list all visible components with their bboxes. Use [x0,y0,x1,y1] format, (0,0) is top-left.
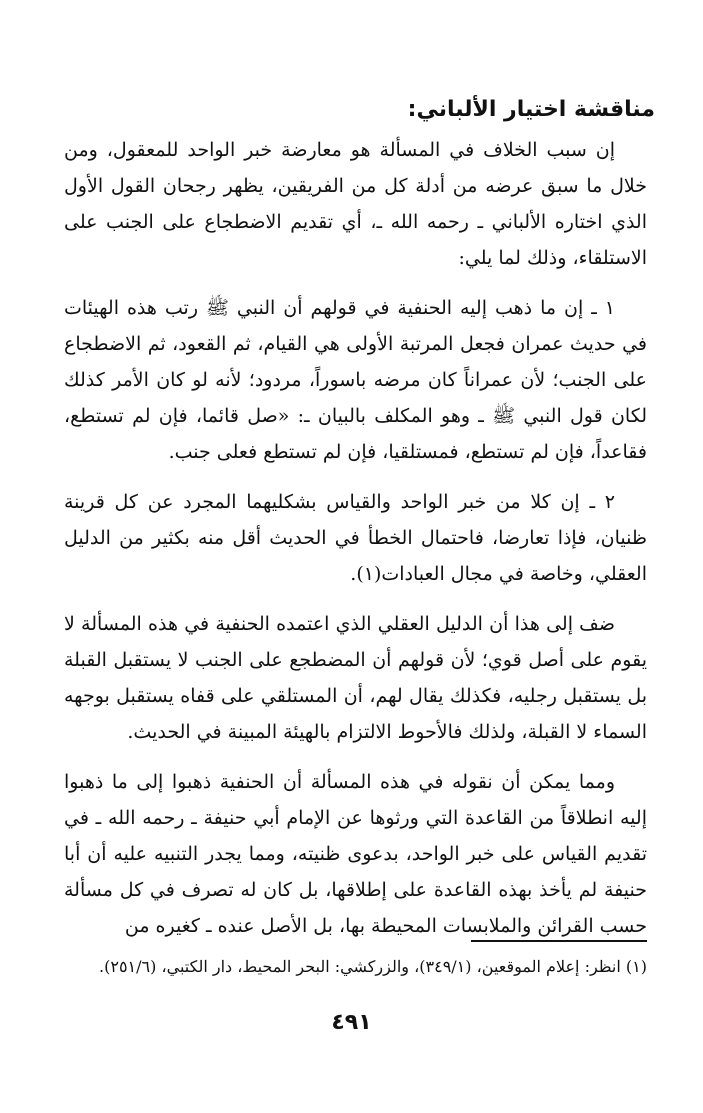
footnote-text: (١) انظر: إعلام الموقعين، (٣٤٩/١)، والزركشي: البحر المحيط، دار الكتبي، (٢٥١/٦). [99,957,647,976]
section-heading: مناقشة اختيار الألباني: [407,97,655,122]
paragraph-point-2: ٢ ـ إن كلا من خبر الواحد والقياس بشكليهما المجرد عن كل قرينة ظنيان، فإذا تعارضا، فاحتمال الخطأ في الحديث أقل منه بكثير من الدليل العقلي، وخاصة في مجال العبادات(١). [64,491,647,585]
paragraph-point-1: ١ ـ إن ما ذهب إليه الحنفية في قولهم أن النبي ﷺ رتب هذه الهيئات في حديث عمران فجعل المرتبة الأولى هي القيام، ثم القعود، ثم الاضطجاع على الجنب؛ لأن عمراناً كان مرضه باسوراً، مردود؛ لأنه لو كان الأمر كذلك لكان قول النبي ﷺ ـ وهو المكلف بالبيان ـ: «صل قائما، فإن لم تستطع، فقاعداً، فإن لم تستطع، فمستلقيا، فإن لم تستطع فعلى جنب. [64,297,647,463]
footnotes [64,952,647,982]
page-number: ٤٩١ [331,1010,372,1035]
footnote-item [64,952,647,982]
footnote-divider [471,940,647,942]
paragraph-rational-argument: ضف إلى هذا أن الدليل العقلي الذي اعتمده الحنفية في هذه المسألة لا يقوم على أصل قوي؛ لأن قولهم أن المضطجع على الجنب لا يستقبل القبلة بل يستقبل رجليه، فكذلك يقال لهم، أن المستلقي على قفاه يستقبل بوجهه السماء لا القبلة، ولذلك فالأحوط الالتزام بالهيئة المبينة في الحديث. [64,613,647,743]
paragraph-hanafi-rule: ومما يمكن أن نقوله في هذه المسألة أن الحنفية ذهبوا إلى ما ذهبوا إليه انطلاقاً من القاعدة التي ورثوها عن الإمام أبي حنيفة ـ رحمه الله ـ في تقديم القياس على خبر الواحد، بدعوى ظنيته، ومما يجدر التنبيه عليه أن أبا حنيفة لم يأخذ بهذه القاعدة على إطلاقها، بل كان له تصرف في كل مسألة حسب القرائن والملابسات المحيطة بها، بل الأصل عنده ـ كغيره من [64,771,647,937]
paragraph-intro: إن سبب الخلاف في المسألة هو معارضة خبر الواحد للمعقول، ومن خلال ما سبق عرضه من أدلة كل من الفريقين، يظهر رجحان القول الأول الذي اختاره الألباني ـ رحمه الله ـ، أي تقديم الاضطجاع على الجنب على الاستلقاء، وذلك لما يلي: [64,139,647,269]
page-body [64,88,655,958]
